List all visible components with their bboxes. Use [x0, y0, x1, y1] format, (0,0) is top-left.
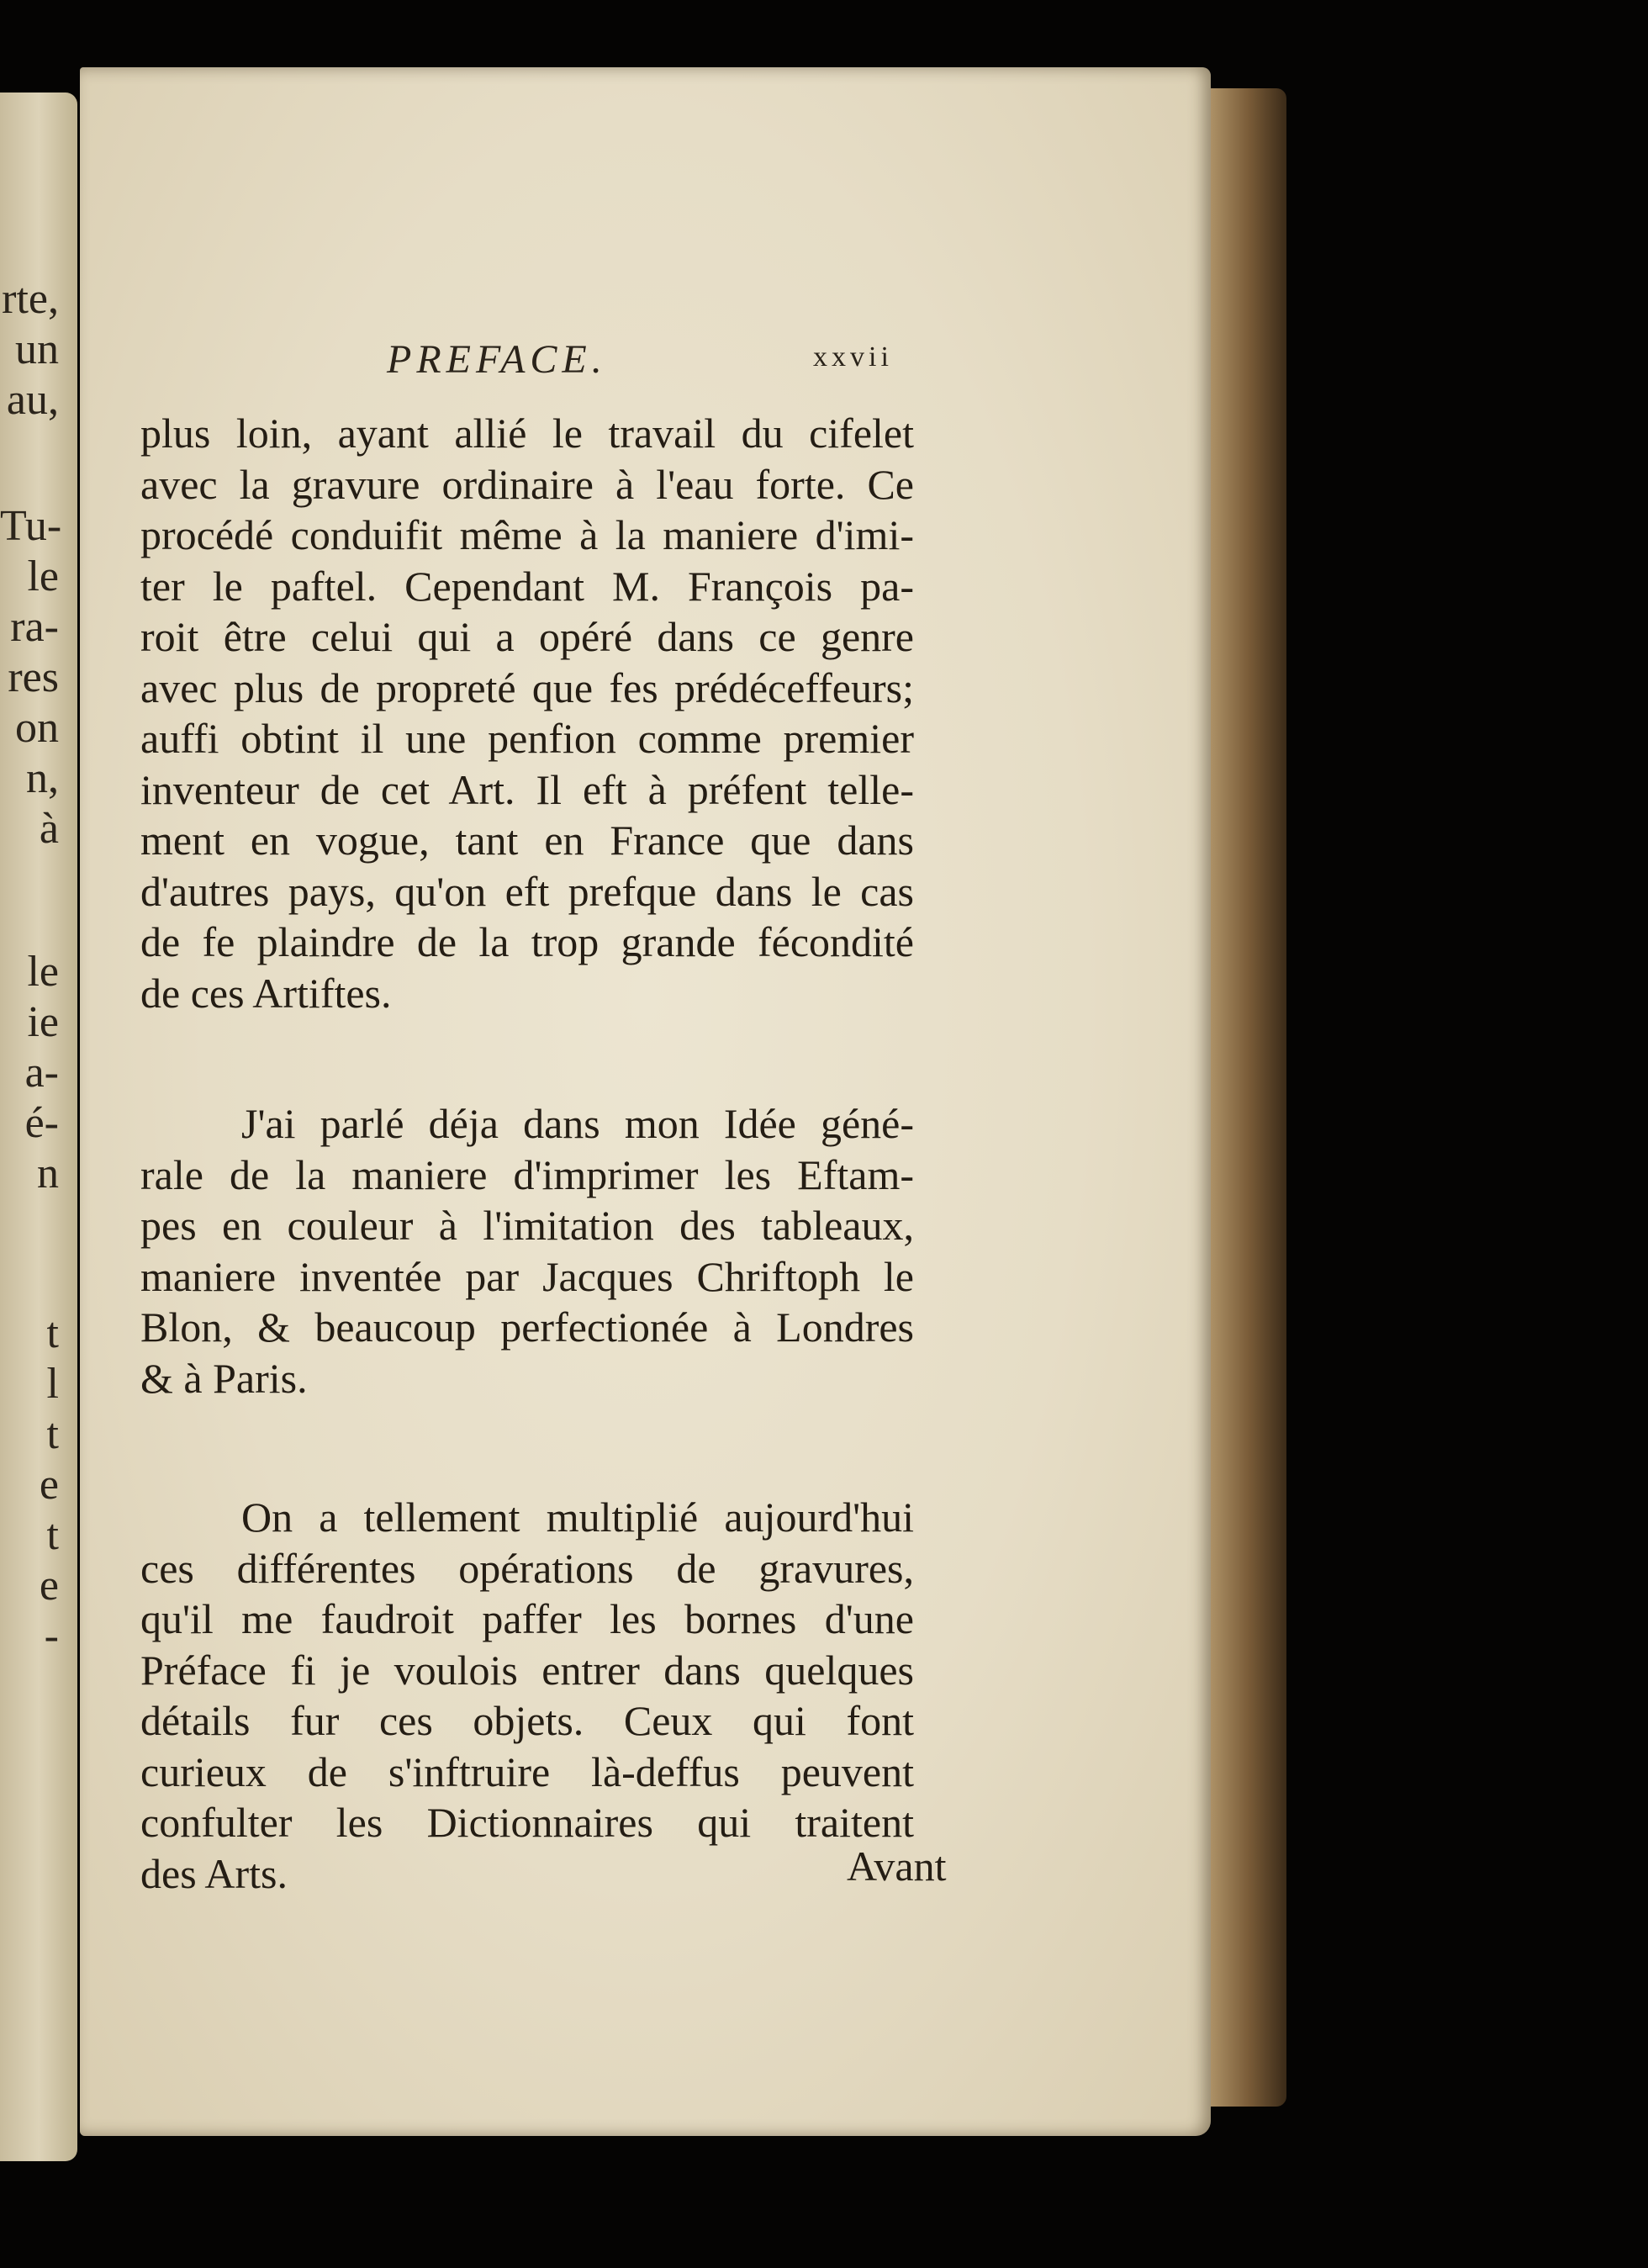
text-line: de fe plaindre de la trop grande fécondité	[140, 918, 914, 965]
page-number: xxvii	[813, 341, 893, 373]
facing-page-fragment: t	[46, 1410, 59, 1458]
text-line: avec la gravure ordinaire à l'eau forte. Ce	[140, 460, 914, 508]
facing-page-fragment: le	[27, 948, 59, 996]
text-line: avec plus de propreté que fes prédéceffeurs;	[140, 663, 914, 711]
text-line: On a tellement multiplié aujourd'hui	[241, 1493, 914, 1541]
text-line: Blon, & beaucoup perfectionée à Londres	[140, 1303, 914, 1351]
text-line: détails fur ces objets. Ceux qui font	[140, 1697, 914, 1744]
text-line: qu'il me faudroit paffer les bornes d'une	[140, 1595, 914, 1642]
facing-page-fragment: e	[39, 1461, 59, 1509]
facing-page-fragment: res	[8, 653, 59, 701]
facing-page-fragment: à	[39, 805, 59, 853]
text-line: auffi obtint il une penfion comme premier	[140, 715, 914, 762]
text-line: inventeur de cet Art. Il eft à préfent telle-	[140, 765, 914, 813]
facing-page-fragment: -	[44, 1612, 59, 1660]
text-line: maniere inventée par Jacques Chriftoph le	[140, 1252, 914, 1300]
facing-page-fragment: ie	[27, 998, 59, 1046]
facing-page-fragment: au,	[6, 376, 59, 424]
facing-page-fragment: t	[46, 1309, 59, 1357]
running-head	[80, 336, 1211, 387]
text-line: d'autres pays, qu'on eft prefque dans le cas	[140, 867, 914, 915]
text-line: confulter les Dictionnaires qui traitent	[140, 1799, 914, 1846]
text-line: procédé conduifit même à la maniere d'imi-	[140, 511, 914, 558]
facing-page-fragment: t	[46, 1511, 59, 1559]
facing-page-fragment: l	[46, 1360, 59, 1408]
text-line: J'ai parlé déja dans mon Idée géné-	[241, 1100, 914, 1147]
facing-page-edge	[0, 93, 77, 2161]
paragraph-gap	[140, 1018, 914, 1098]
text-line: roit être celui qui a opéré dans ce genre	[140, 613, 914, 660]
facing-page-fragment: un	[15, 325, 59, 373]
facing-page-fragment: n,	[26, 754, 59, 802]
text-line: ces différentes opérations de gravures,	[140, 1544, 914, 1592]
paragraph-gap	[140, 1404, 914, 1492]
facing-page-fragment: n	[37, 1150, 59, 1197]
text-line: ment en vogue, tant en France que dans	[140, 817, 914, 864]
running-head-title: PREFACE.	[387, 337, 607, 382]
text-line: de ces Artiftes.	[140, 969, 392, 1017]
body-text	[140, 408, 914, 1899]
catchword: Avant	[847, 1842, 947, 1890]
facing-page-fragment: e	[39, 1562, 59, 1610]
text-line: curieux de s'inftruire là-deffus peuvent	[140, 1747, 914, 1795]
facing-page-fragment: le	[27, 552, 59, 600]
facing-page-fragment: é-	[24, 1099, 59, 1147]
book-page	[80, 67, 1211, 2136]
facing-page-fragment: rte,	[2, 275, 59, 323]
text-line: des Arts.	[140, 1849, 288, 1897]
text-line: rale de la maniere d'imprimer les Eftam-	[140, 1150, 914, 1198]
text-line: plus loin, ayant allié le travail du cifelet	[140, 410, 914, 457]
text-line: & à Paris.	[140, 1354, 308, 1402]
facing-page-fragment: a-	[24, 1049, 59, 1097]
text-line: pes en couleur à l'imitation des tableaux,	[140, 1202, 914, 1249]
facing-page-fragment: ra-	[10, 603, 59, 651]
text-line: Préface fi je voulois entrer dans quelques	[140, 1646, 914, 1694]
facing-page-fragment: on	[15, 704, 59, 752]
facing-page-fragment: Tu-	[0, 502, 62, 550]
text-line: ter le paftel. Cependant M. François pa-	[140, 562, 914, 610]
